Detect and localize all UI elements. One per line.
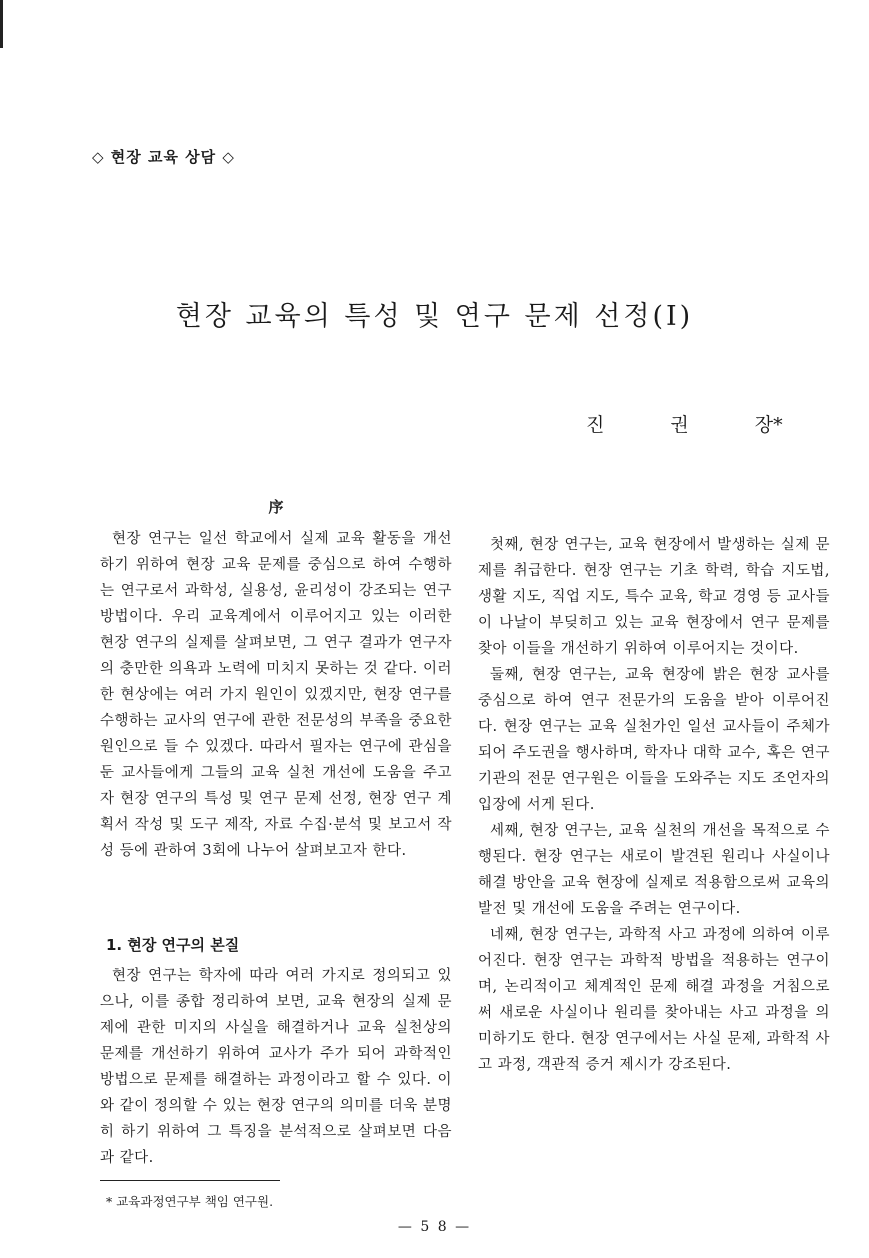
page-number: — 5 8 — (397, 1219, 472, 1235)
section1-body (100, 963, 452, 1171)
preface-paragraph: 현장 연구는 일선 학교에서 실제 교육 활동을 개선하기 위하여 현장 교육 문제를 중심으로 하여 수행하는 연구로서 과학성, 실용성, 윤리성이 강조되는 연구 방법이다. 우리 교육계에서 이루어지고 있는 이러한 현장 연구의 실제를 살펴보면, 그 연구 결과가 연구자의 충만한 의욕과 노력에 미치지 못하는 것 같다. 이러한 현상에는 여러 가지 원인이 있겠지만, 현장 연구를 수행하는 교사의 연구에 관한 전문성의 부족을 중요한 원인으로 들 수 있겠다. 따라서 필자는 연구에 관심을 둔 교사들에게 그들의 교육 실천 개선에 도움을 주고자 현장 연구의 특성 및 연구 문제 선정, 현장 연구 계획서 작성 및 도구 제작, 자료 수집·분석 및 보고서 작성 등에 관하여 3회에 나누어 살펴보고자 한다. (100, 531, 452, 859)
characteristic-paragraph: 둘째, 현장 연구는, 교육 현장에 밝은 현장 교사를 중심으로 하여 연구 전문가의 도움을 받아 이루어진다. 현장 연구는 교육 실천가인 일선 교사들이 주체가 되어 주도권을 행사하며, 학자나 대학 교수, 혹은 연구 기관의 전문 연구원은 이들을 도와주는 지도 조언자의 입장에 서게 된다. (478, 667, 830, 813)
characteristic-paragraph: 세째, 현장 연구는, 교육 실천의 개선을 목적으로 수행된다. 현장 연구는 새로이 발견된 원리나 사실이나 해결 방안을 교육 현장에 실제로 적용함으로써 교육의 발전 및 개선에 도움을 주려는 연구이다. (478, 823, 830, 917)
footnote: * 교육과정연구부 책임 연구원. (106, 1194, 274, 1209)
article-title: 현장 교육의 특성 및 연구 문제 선정(I) (175, 301, 694, 333)
author-char: 장* (754, 414, 783, 436)
footnote-divider (100, 1180, 280, 1181)
author-char: 권 (670, 414, 689, 436)
characteristic-paragraph: 네째, 현장 연구는, 과학적 사고 과정에 의하여 이루어진다. 현장 연구는 과학적 방법을 적용하는 연구이며, 논리적이고 체계적인 문제 해결 과정을 거침으로써 새로운 사실이나 원리를 찾아내는 사고 과정을 의미하기도 한다. 현장 연구에서는 사실 문제, 과학적 사고 과정, 객관적 증거 제시가 강조된다. (478, 927, 830, 1073)
author-char: 진 (586, 414, 605, 436)
right-column (478, 532, 830, 1078)
section1-paragraph: 현장 연구는 학자에 따라 여러 가지로 정의되고 있으나, 이를 종합 정리하여 보면, 교육 현장의 실제 문제에 관한 미지의 사실을 해결하거나 교육 실천상의 문제를 개선하기 위하여 교사가 주가 되어 과학적인 방법으로 문제를 해결하는 과정이라고 할 수 있다. 이와 같이 정의할 수 있는 현장 연구의 의미를 더욱 분명히 하기 위하여 그 특징을 분석적으로 살펴보면 다음과 같다. (100, 968, 452, 1166)
preface-heading: 序 (268, 498, 284, 516)
characteristic-paragraph: 첫째, 현장 연구는, 교육 현장에서 발생하는 실제 문제를 취급한다. 현장 연구는 기초 학력, 학습 지도법, 생활 지도, 직업 지도, 특수 교육, 학교 경영 등 교사들이 나날이 부딪히고 있는 교육 현장에서 연구 문제를 찾아 이들을 개선하기 위하여 이루어지는 것이다. (478, 537, 830, 657)
section-heading: 1. 현장 연구의 본질 (106, 936, 240, 954)
author-name (586, 410, 783, 437)
preface-body (100, 526, 452, 864)
section-tag: ◇ 현장 교육 상담 ◇ (92, 148, 235, 166)
page-edge-mark (0, 0, 3, 48)
